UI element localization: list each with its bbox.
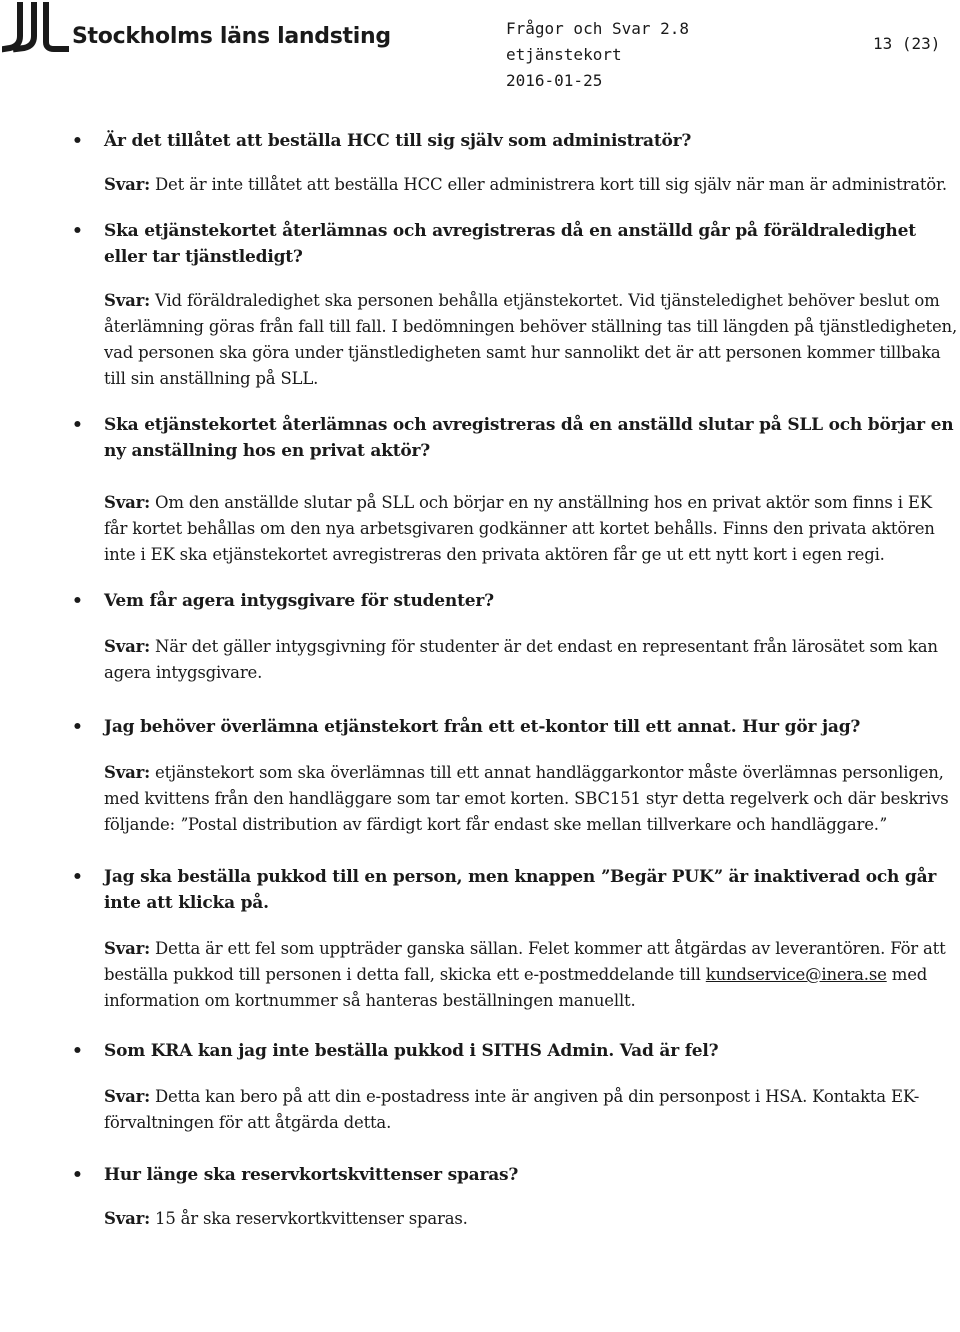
faq-question: • Är det tillåtet att beställa HCC till sig själv som administratör? [104, 128, 960, 154]
bullet-icon: • [72, 131, 83, 151]
doc-title: Frågor och Svar 2.8 [506, 19, 690, 38]
faq-question: • Ska etjänstekortet återlämnas och avregistreras då en anställd slutar på SLL och börjar en ny anställning hos en privat aktör? [104, 412, 960, 464]
sll-logo-mark-icon [2, 2, 70, 54]
document-meta [506, 16, 689, 94]
faq-question: • Jag behöver överlämna etjänstekort från ett et-kontor till ett annat. Hur gör jag? [104, 714, 960, 740]
bullet-icon: • [72, 591, 83, 611]
faq-item [72, 412, 960, 568]
faq-item [72, 588, 960, 686]
faq-question: • Hur länge ska reservkortskvittenser sparas? [104, 1162, 960, 1188]
faq-item [72, 218, 960, 392]
faq-item [72, 864, 960, 1014]
bullet-icon: • [72, 415, 83, 435]
doc-date: 2016-01-25 [506, 71, 603, 90]
bullet-icon: • [72, 221, 83, 241]
faq-answer: Svar: När det gäller intygsgivning för studenter är det endast en representant från lärosätet som kan agera intygsgivare. [104, 637, 938, 682]
faq-item [72, 714, 960, 838]
faq-answer: Svar: Detta är ett fel som uppträder ganska sällan. Felet kommer att åtgärdas av leverantören. För att beställa pukkod till personen i detta fall, skicka ett e-postmeddelande till kundservice@inera.se med information om kortnummer så hanteras beställningen manuellt. [104, 939, 946, 1010]
bullet-icon: • [72, 867, 83, 887]
support-email-link[interactable]: kundservice@inera.se [705, 965, 887, 984]
faq-question: • Som KRA kan jag inte beställa pukkod i SITHS Admin. Vad är fel? [104, 1038, 960, 1064]
faq-answer: Svar: Det är inte tillåtet att beställa HCC eller administrera kort till sig själv när man är administratör. [104, 175, 947, 194]
bullet-icon: • [72, 717, 83, 737]
faq-answer: Svar: Om den anställde slutar på SLL och börjar en ny anställning hos en privat aktör som finns i EK får kortet behållas om den nya arbetsgivaren godkänner att kortet behålls. Finns den privata aktören inte i EK ska etjänstekortet avregistreras den privata aktören får ge ut ett nytt kort i egen regi. [104, 493, 935, 564]
faq-item [72, 1162, 960, 1232]
sll-logo [2, 2, 422, 54]
faq-answer: Svar: Detta kan bero på att din e-postadress inte är angiven på din personpost i HSA. Kontakta EK-förvaltningen för att åtgärda detta. [104, 1087, 920, 1132]
faq-question: • Ska etjänstekortet återlämnas och avregistreras då en anställd går på föräldraledighet eller tar tjänstledigt? [104, 218, 960, 270]
faq-answer: Svar: 15 år ska reservkortkvittenser sparas. [104, 1209, 468, 1228]
faq-item [72, 1038, 960, 1136]
faq-item [72, 128, 960, 198]
bullet-icon: • [72, 1041, 83, 1061]
faq-question: • Vem får agera intygsgivare för studenter? [104, 588, 960, 614]
faq-answer: Svar: etjänstekort som ska överlämnas till ett annat handläggarkontor måste överlämnas personligen, med kvittens från den handläggare som tar emot korten. SBC151 styr detta regelverk och där beskrivs följande: ˮPostal distribution av färdigt kort får endast ske mellan tillverkare och handläggare.ˮ [104, 763, 949, 834]
bullet-icon: • [72, 1165, 83, 1185]
doc-subject: etjänstekort [506, 45, 622, 64]
page-number: 13 (23) [873, 34, 941, 53]
logo-text: Stockholms läns landsting [72, 24, 391, 49]
faq-list [72, 128, 960, 1232]
faq-answer: Svar: Vid föräldraledighet ska personen behålla etjänstekortet. Vid tjänsteledighet behöver beslut om återlämning göras från fall till fall. I bedömningen behöver ställning tas till längden på tjänstledigheten, vad personen ska göra under tjänstledigheten samt hur sannolikt det är att personen kommer tillbaka till sin anställning på SLL. [104, 291, 958, 388]
faq-question: • Jag ska beställa pukkod till en person, men knappen ˮBegär PUKˮ är inaktiverad och går inte att klicka på. [104, 864, 960, 916]
